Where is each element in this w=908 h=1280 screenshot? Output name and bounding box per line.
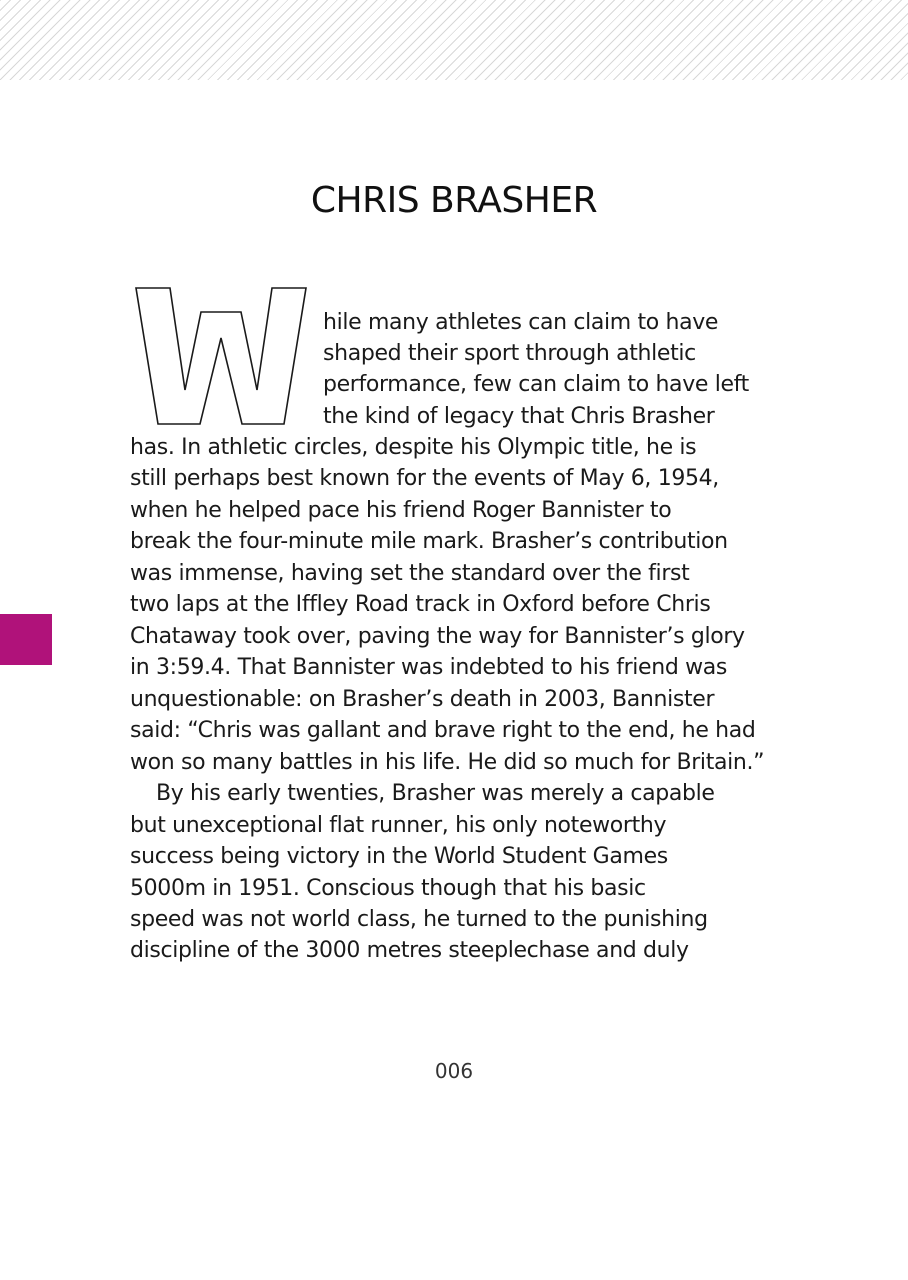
body-text-line: won so many battles in his life. He did so much for Britain.”: [130, 750, 765, 775]
page-number: 006: [434, 1059, 474, 1083]
body-text-line: two laps at the Iffley Road track in Oxford before Chris: [130, 592, 711, 617]
body-text-line: break the four-minute mile mark. Brasher’s contribution: [130, 529, 728, 554]
section-tab-marker: [0, 614, 52, 665]
body-text-line: hile many athletes can claim to have: [323, 310, 719, 335]
body-text-line: said: “Chris was gallant and brave right to the end, he had: [130, 718, 756, 743]
dropcap-letter: [134, 286, 308, 426]
body-text-line: discipline of the 3000 metres steeplechase and duly: [130, 938, 689, 963]
body-text-line: performance, few can claim to have left: [323, 372, 749, 397]
body-text-line: unquestionable: on Brasher’s death in 2003, Bannister: [130, 687, 715, 712]
page-title: CHRIS BRASHER: [310, 180, 598, 221]
body-text-line: the kind of legacy that Chris Brasher: [323, 404, 715, 429]
body-text-line: but unexceptional flat runner, his only noteworthy: [130, 813, 667, 838]
body-text-line: still perhaps best known for the events of May 6, 1954,: [130, 466, 719, 491]
body-text-line: shaped their sport through athletic: [323, 341, 696, 366]
body-text-line: when he helped pace his friend Roger Bannister to: [130, 498, 672, 523]
body-text-line: 5000m in 1951. Conscious though that his basic: [130, 876, 646, 901]
body-text-line: Chataway took over, paving the way for Bannister’s glory: [130, 624, 745, 649]
body-text-line: has. In athletic circles, despite his Olympic title, he is: [130, 435, 697, 460]
body-text-line: speed was not world class, he turned to the punishing: [130, 907, 708, 932]
header-hatch-band: [0, 0, 908, 80]
body-text-line: By his early twenties, Brasher was merely a capable: [156, 781, 715, 806]
body-text-line: success being victory in the World Student Games: [130, 844, 668, 869]
body-text-line: in 3:59.4. That Bannister was indebted to his friend was: [130, 655, 727, 680]
body-text-line: was immense, having set the standard over the first: [130, 561, 690, 586]
